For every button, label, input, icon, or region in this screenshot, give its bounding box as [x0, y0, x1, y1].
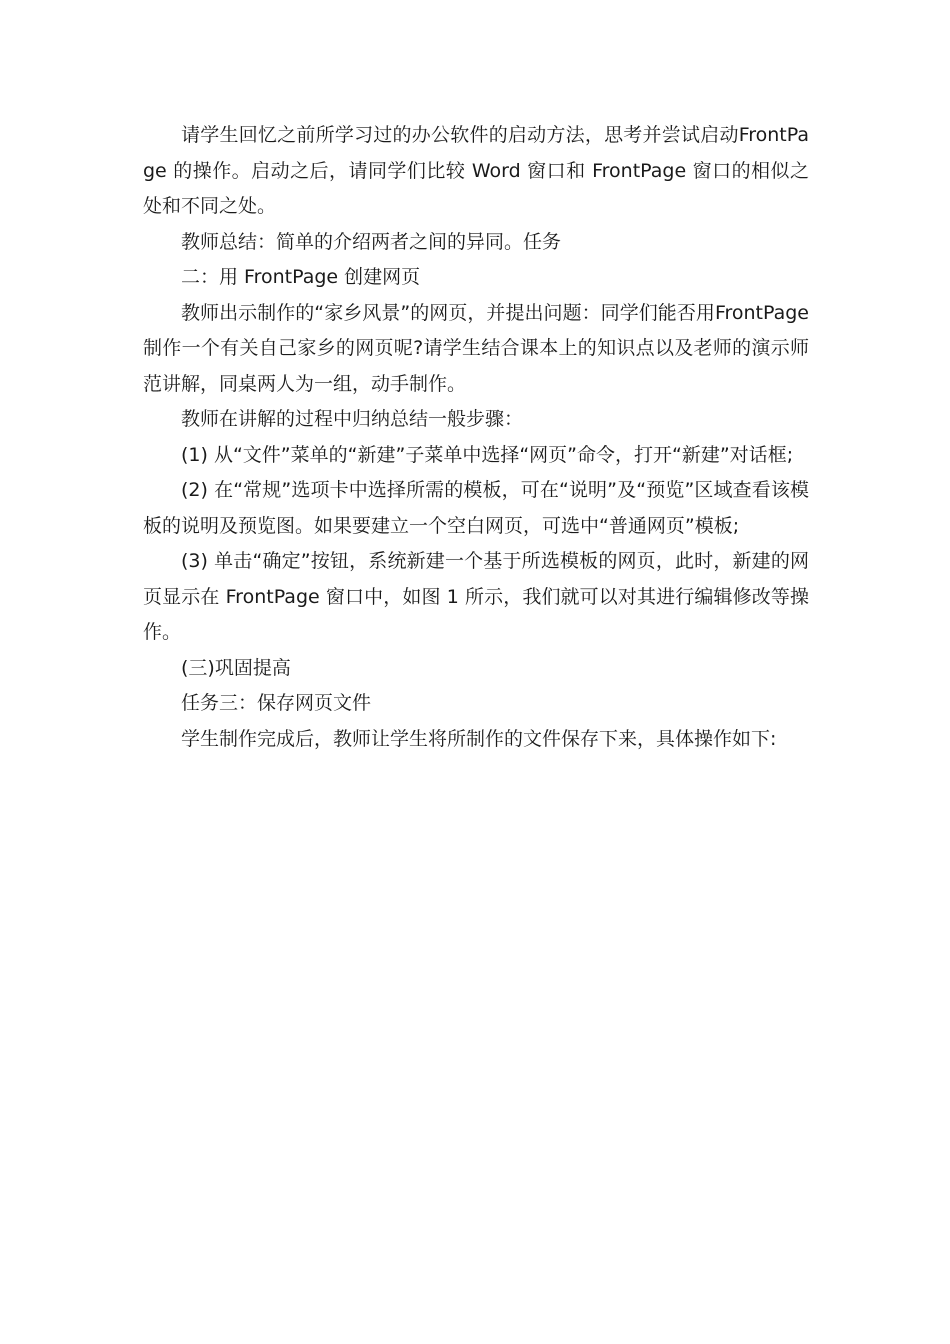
paragraph-save-instructions: 学生制作完成后，教师让学生将所制作的文件保存下来，具体操作如下:: [181, 727, 777, 750]
paragraph-step-3: (3) 单击“确定”按钮，系统新建一个基于所选模板的网页，此时，新建的网页显示在 FrontPage 窗口中，如图 1 所示，我们就可以对其进行编辑修改等操作。: [143, 550, 809, 643]
paragraph-teacher-demo: 教师出示制作的“家乡风景”的网页，并提出问题：同学们能否用FrontPage 制作一个有关自己家乡的网页呢?请学生结合课本上的知识点以及老师的演示师范讲解，同桌两人为一组，动手制作。: [143, 301, 809, 395]
document-body: [143, 118, 809, 757]
paragraph-step-2: (2) 在“常规”选项卡中选择所需的模板，可在“说明”及“预览”区域查看该模板的说明及预览图。如果要建立一个空白网页，可选中“普通网页”模板;: [143, 479, 809, 537]
paragraph-step-1: (1) 从“文件”菜单的“新建”子菜单中选择“网页”命令，打开“新建”对话框;: [181, 443, 794, 466]
paragraph-task-two-heading: 二：用 FrontPage 创建网页: [181, 266, 421, 288]
paragraph-intro: 请学生回忆之前所学习过的办公软件的启动方法，思考并尝试启动FrontPage 的操作。启动之后，请同学们比较 Word 窗口和 FrontPage 窗口的相似之处和不同之处。: [143, 124, 809, 217]
paragraph-consolidate-heading: (三)巩固提高: [181, 656, 291, 679]
paragraph-steps-intro: 教师在讲解的过程中归纳总结一般步骤：: [181, 408, 524, 430]
paragraph-task-three-heading: 任务三：保存网页文件: [181, 692, 372, 714]
paragraph-teacher-summary: 教师总结：简单的介绍两者之间的异同。任务: [181, 230, 562, 253]
